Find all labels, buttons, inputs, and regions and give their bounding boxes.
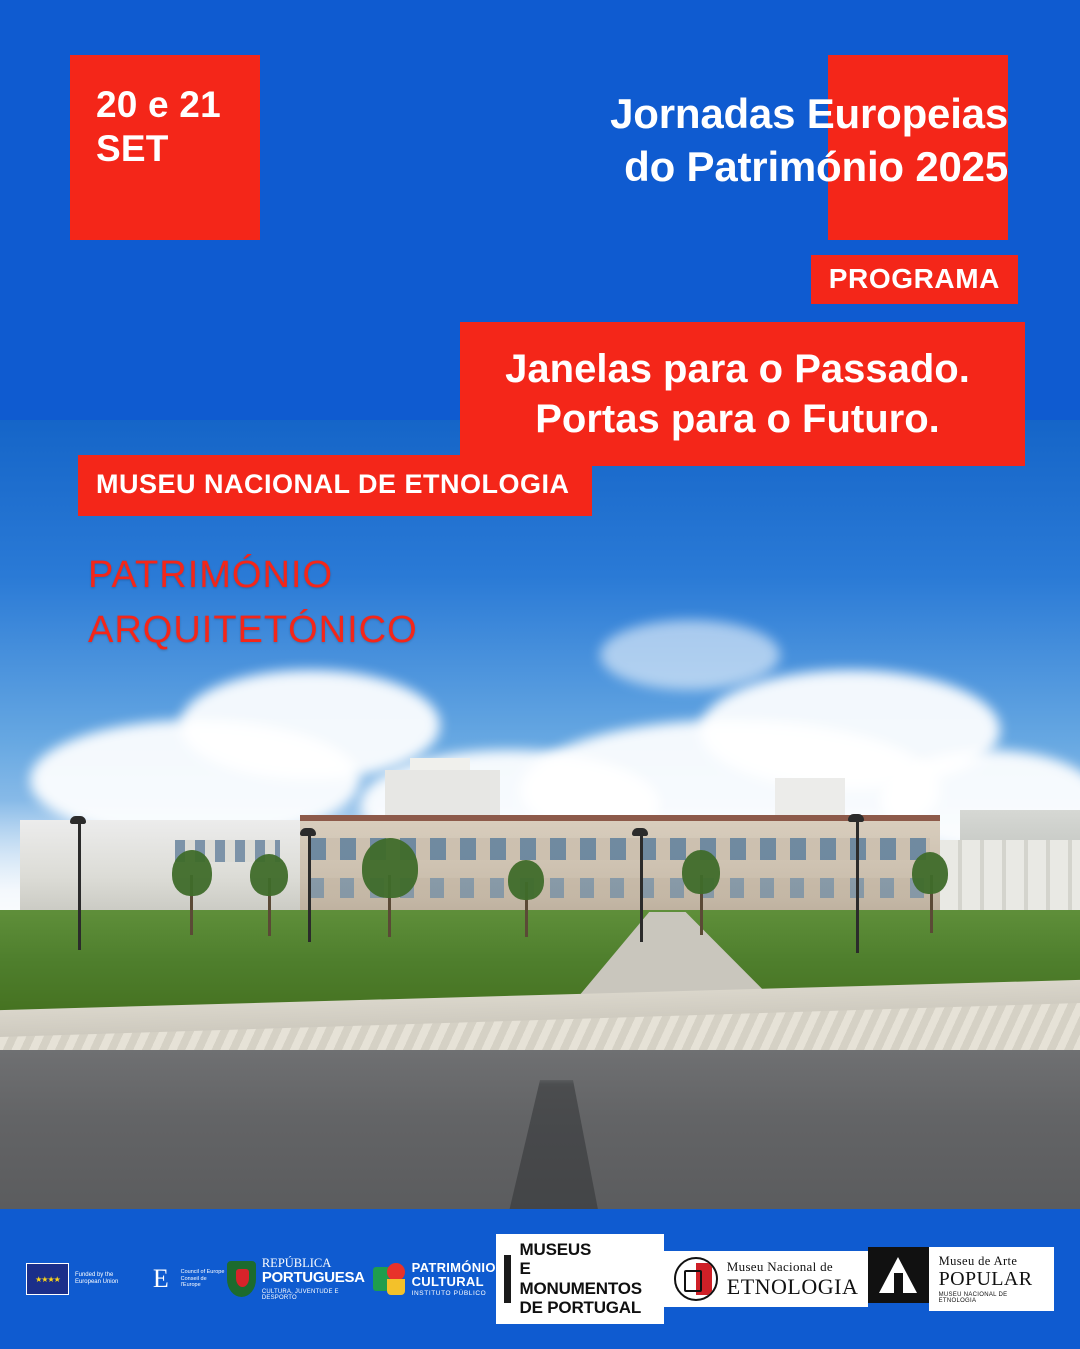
- patrimonio-cultural-logo: [373, 1261, 496, 1297]
- mmp-bracket-icon: [504, 1255, 511, 1303]
- eu-stars-icon: ★★★★: [35, 1274, 60, 1284]
- republica-portuguesa-line-1: REPÚBLICA: [261, 1256, 332, 1271]
- title-line-1: Jornadas Europeias: [610, 90, 1008, 137]
- street-lamp-head: [70, 816, 86, 824]
- museu-de-arte-popular-logo: [868, 1247, 1054, 1311]
- tree: [508, 860, 544, 900]
- eu-flag-icon: [26, 1263, 69, 1295]
- patrimonio-cultural-text: [412, 1261, 496, 1297]
- map-emblem-icon: [868, 1247, 928, 1303]
- date-badge: [70, 55, 260, 240]
- museus-e-monumentos-de-portugal-logo: [496, 1234, 664, 1323]
- map-line-2: POPULAR: [938, 1268, 1033, 1290]
- mmp-line-3: DE PORTUGAL: [519, 1297, 642, 1317]
- footer-logos: [0, 1209, 1080, 1349]
- council-of-europe-icon: [141, 1263, 181, 1295]
- patrimonio-cultural-line-1: PATRIMÓNIO: [411, 1259, 496, 1275]
- museum-name-badge: MUSEU NACIONAL DE ETNOLOGIA: [78, 455, 592, 516]
- programa-badge: PROGRAMA: [811, 255, 1018, 304]
- street-lamp-head: [300, 828, 316, 836]
- republica-portuguesa-line-3: CULTURA, JUVENTUDE E DESPORTO: [261, 1288, 339, 1301]
- tree: [172, 850, 212, 896]
- mne-line-1: Museu Nacional de: [726, 1259, 833, 1275]
- street-lamp: [640, 832, 643, 942]
- patrimonio-cultural-icon: [373, 1263, 405, 1295]
- date-line-1: 20 e 21: [96, 84, 221, 125]
- portugal-shield-icon: [227, 1261, 256, 1297]
- mmp-line-1: MUSEUS: [519, 1240, 592, 1260]
- tree: [250, 854, 288, 896]
- street-lamp: [78, 820, 81, 950]
- republica-portuguesa-text: [262, 1257, 373, 1301]
- tree: [682, 850, 720, 894]
- mne-line-2: ETNOLOGIA: [726, 1274, 859, 1300]
- mne-emblem-icon: [674, 1257, 718, 1301]
- mmp-line-2: E MONUMENTOS: [519, 1259, 642, 1298]
- map-line-3: MUSEU NACIONAL DE ETNOLOGIA: [938, 1292, 1008, 1304]
- street-lamp-head: [848, 814, 864, 822]
- heritage-line-1: PATRIMÓNIO: [88, 554, 334, 596]
- mne-text: [727, 1259, 859, 1298]
- date-line-2: SET: [96, 127, 169, 169]
- mmp-text: [520, 1240, 654, 1316]
- museum-photo: [0, 420, 1080, 1210]
- theme-line-2: Portas para o Futuro.: [535, 397, 940, 441]
- street-lamp-head: [632, 828, 648, 836]
- patrimonio-cultural-line-3: INSTITUTO PÚBLICO: [411, 1290, 487, 1298]
- european-union-logo-text: Funded by the European Union: [74, 1272, 119, 1285]
- rooftop-block: [385, 770, 500, 818]
- council-of-europe-symbol: E: [152, 1264, 169, 1293]
- map-line-1: Museu de Arte: [938, 1254, 1018, 1268]
- tree: [912, 852, 948, 894]
- council-of-europe-logo-text: Council of Europe Conseil de l'Europe: [180, 1269, 225, 1289]
- council-of-europe-logo: [141, 1263, 227, 1295]
- tree: [362, 838, 418, 898]
- theme-block: [460, 322, 1025, 466]
- map-text: [929, 1247, 1054, 1311]
- european-union-logo: [26, 1263, 141, 1295]
- cloud: [600, 620, 780, 690]
- museu-nacional-de-etnologia-logo: [664, 1251, 869, 1307]
- republica-portuguesa-line-2: PORTUGUESA: [261, 1269, 365, 1287]
- title-line-2: do Património 2025: [624, 142, 1008, 190]
- page-title: [388, 88, 1008, 193]
- theme-line-1: Janelas para o Passado.: [505, 347, 970, 391]
- street-lamp: [856, 818, 859, 953]
- heritage-type: [88, 548, 418, 658]
- heritage-line-2: ARQUITETÓNICO: [88, 609, 418, 652]
- republica-portuguesa-logo: [227, 1257, 373, 1301]
- patrimonio-cultural-line-2: CULTURAL: [411, 1273, 484, 1289]
- street-lamp: [308, 832, 311, 942]
